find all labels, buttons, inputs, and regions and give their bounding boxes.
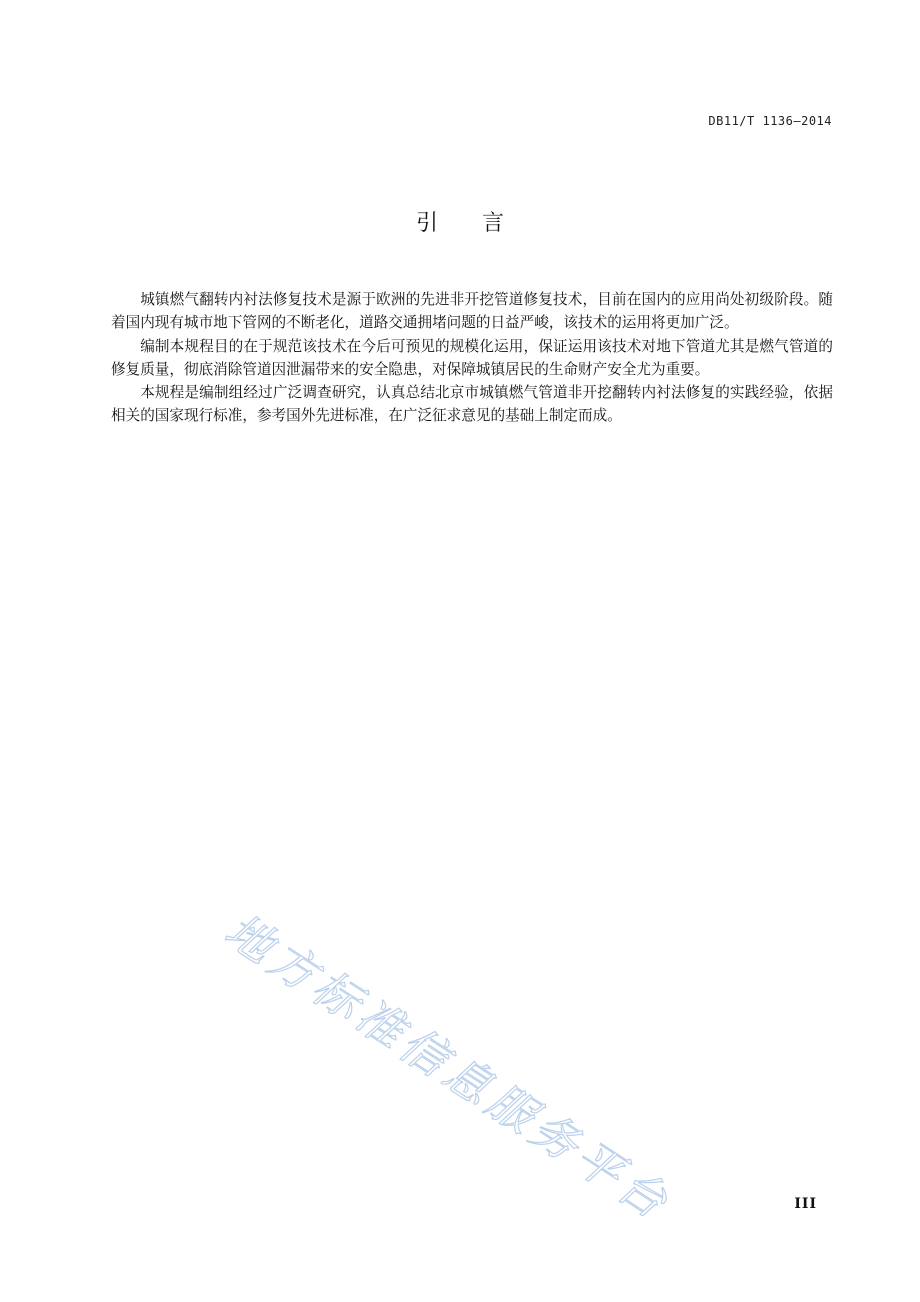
page-number: III	[794, 1196, 817, 1212]
paragraph: 城镇燃气翻转内衬法修复技术是源于欧洲的先进非开挖管道修复技术，目前在国内的应用尚处初级阶段。随着国内现有城市地下管网的不断老化，道路交通拥堵问题的日益严峻，该技术的运用将更加广泛。	[111, 291, 833, 332]
page-title: 引言	[415, 211, 548, 236]
paragraph: 本规程是编制组经过广泛调查研究，认真总结北京市城镇燃气管道非开挖翻转内衬法修复的实践经验，依据相关的国家现行标准，参考国外先进标准，在广泛征求意见的基础上制定而成。	[111, 384, 833, 425]
watermark: 地方标准信息服务平台	[215, 902, 682, 1232]
paragraph: 编制本规程目的在于规范该技术在今后可预见的规模化运用，保证运用该技术对地下管道尤其是燃气管道的修复质量，彻底消除管道因泄漏带来的安全隐患，对保障城镇居民的生命财产安全尤为重要。	[111, 337, 833, 378]
standard-code: DB11/T 1136—2014	[708, 114, 832, 128]
body-text	[111, 288, 833, 428]
